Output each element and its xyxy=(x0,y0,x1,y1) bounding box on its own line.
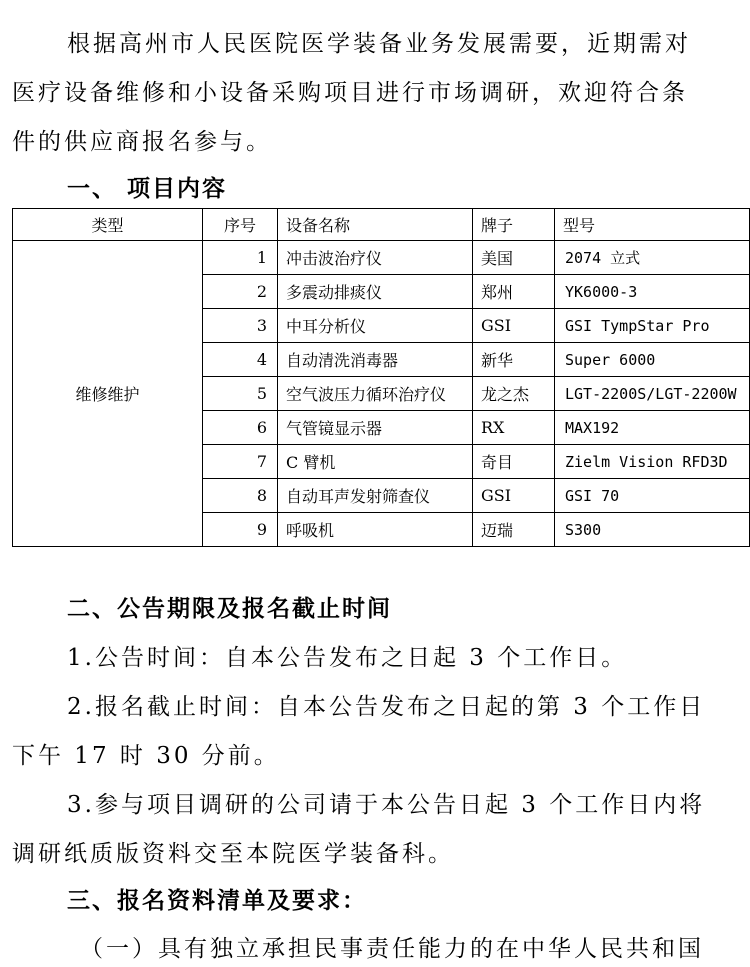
row-brand: RX xyxy=(473,411,555,445)
intro-line-3: 件的供应商报名参与。 xyxy=(12,129,272,155)
section-2-item-3-cont: 调研纸质版资料交至本院医学装备科。 xyxy=(12,841,454,867)
header-model: 型号 xyxy=(555,209,750,241)
row-brand: 新华 xyxy=(473,343,555,377)
row-brand: 郑州 xyxy=(473,275,555,309)
equipment-table xyxy=(12,208,750,547)
header-name: 设备名称 xyxy=(278,209,473,241)
row-no: 5 xyxy=(203,377,278,411)
row-no: 1 xyxy=(203,241,278,275)
row-name: 自动清洗消毒器 xyxy=(278,343,473,377)
row-name: 多震动排痰仪 xyxy=(278,275,473,309)
section-2-title: 二、公告期限及报名截止时间 xyxy=(67,596,392,622)
row-model: LGT-2200S/LGT-2200W xyxy=(555,377,750,411)
row-no: 7 xyxy=(203,445,278,479)
row-no: 4 xyxy=(203,343,278,377)
table-header-row xyxy=(13,209,750,241)
row-brand: 奇目 xyxy=(473,445,555,479)
row-model: S300 xyxy=(555,513,750,547)
row-name: C 臂机 xyxy=(278,445,473,479)
section-2-item-1: 1.公告时间：自本公告发布之日起 3 个工作日。 xyxy=(67,645,628,671)
section-1-title: 一、 项目内容 xyxy=(67,176,228,202)
section-2-item-2-cont: 下午 17 时 30 分前。 xyxy=(12,743,280,769)
row-model: 2074 立式 xyxy=(555,241,750,275)
row-brand: GSI xyxy=(473,309,555,343)
section-2-item-3: 3.参与项目调研的公司请于本公告日起 3 个工作日内将 xyxy=(67,792,706,818)
row-name: 气管镜显示器 xyxy=(278,411,473,445)
row-name: 中耳分析仪 xyxy=(278,309,473,343)
row-brand: 龙之杰 xyxy=(473,377,555,411)
row-model: GSI 70 xyxy=(555,479,750,513)
row-name: 冲击波治疗仪 xyxy=(278,241,473,275)
section-3-item-1: （一）具有独立承担民事责任能力的在中华人民共和国 xyxy=(80,936,704,962)
section-3-title: 三、报名资料清单及要求： xyxy=(67,888,367,914)
row-no: 8 xyxy=(203,479,278,513)
header-type: 类型 xyxy=(13,209,203,241)
table-row xyxy=(13,241,750,275)
row-no: 9 xyxy=(203,513,278,547)
row-model: YK6000-3 xyxy=(555,275,750,309)
row-no: 2 xyxy=(203,275,278,309)
row-name: 自动耳声发射筛查仪 xyxy=(278,479,473,513)
row-brand: GSI xyxy=(473,479,555,513)
category-cell: 维修维护 xyxy=(13,241,203,547)
header-brand: 牌子 xyxy=(473,209,555,241)
row-brand: 美国 xyxy=(473,241,555,275)
row-model: GSI TympStar Pro xyxy=(555,309,750,343)
row-no: 3 xyxy=(203,309,278,343)
row-brand: 迈瑞 xyxy=(473,513,555,547)
section-2-item-2: 2.报名截止时间：自本公告发布之日起的第 3 个工作日 xyxy=(67,694,706,720)
header-no: 序号 xyxy=(203,209,278,241)
row-name: 空气波压力循环治疗仪 xyxy=(278,377,473,411)
row-model: Super 6000 xyxy=(555,343,750,377)
intro-line-1: 根据高州市人民医院医学装备业务发展需要，近期需对 xyxy=(67,31,691,57)
row-name: 呼吸机 xyxy=(278,513,473,547)
intro-line-2: 医疗设备维修和小设备采购项目进行市场调研，欢迎符合条 xyxy=(12,80,688,106)
row-model: MAX192 xyxy=(555,411,750,445)
row-no: 6 xyxy=(203,411,278,445)
row-model: Zielm Vision RFD3D xyxy=(555,445,750,479)
